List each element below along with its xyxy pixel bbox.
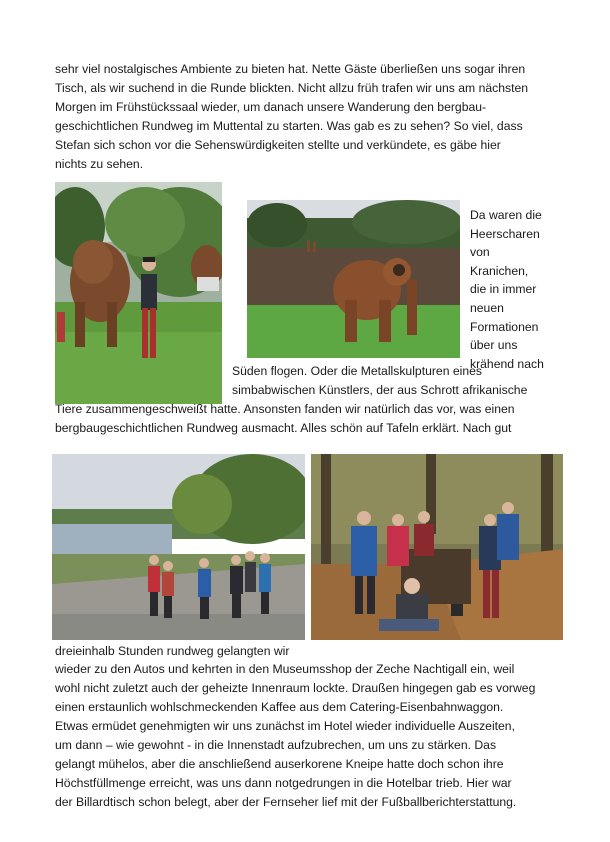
text-line: die in immer	[470, 282, 537, 297]
text-line: Heerscharen	[470, 226, 540, 241]
text-line: Formationen	[470, 319, 539, 334]
text-line: einen erstaunlich wohlschmeckenden Kaffee aus dem Catering-Eisenbahnwaggon.	[55, 700, 504, 714]
text-line: Stefan sich schon vor die Sehenswürdigkeiten stellte und verkündete, es gäbe hier	[55, 138, 501, 152]
photo-gorilla-sculpture	[247, 200, 460, 358]
paragraph-intro	[55, 60, 555, 174]
text-line: Süden flogen. Oder die Metallskulpturen eines	[232, 364, 482, 378]
paragraph-end-first-line	[55, 642, 555, 661]
text-line: Höchstfüllmenge erreicht, was uns dann notgedrungen in die Hotelbar trieb. Hier war	[55, 776, 512, 790]
text-line: um dann – wie gewohnt - in die Innenstadt aufzubrechen, um uns zu stärken. Das	[55, 738, 497, 752]
text-line: Kranichen,	[470, 263, 529, 278]
text-line: bergbaugeschichtlichen Rundweg ausmacht. Alles schön auf Tafeln erklärt. Nach gut	[55, 421, 512, 435]
text-line: Etwas ermüdet genehmigten wir uns zunächst im Hotel wieder individuelle Auszeiten,	[55, 719, 515, 733]
text-line: sehr viel nostalgisches Ambiente zu bieten hat. Nette Gäste überließen uns sogar ihren	[55, 62, 526, 76]
text-line: wohl nicht zuletzt auch der geheizte Innenraum lockte. Draußen hingegen gab es vorweg	[55, 681, 536, 695]
text-line: wieder zu den Autos und kehrten in den Museumsshop der Zeche Nachtigall ein, weil	[55, 662, 515, 676]
text-line: Da waren die	[470, 208, 542, 222]
text-line: gelangt mühelos, aber die anschließend auserkorene Kneipe hatte doch schon ihre	[55, 757, 504, 771]
photo-group-mine-cart	[311, 454, 563, 640]
text-line: simbabwischen Künstlers, der aus Schrott afrikanische	[232, 383, 528, 397]
paragraph-end	[55, 660, 555, 812]
text-line: krähend nach	[470, 356, 544, 371]
text-line: der Billardtisch schon belegt, aber der Fernseher lief mit der Fußballberichterstattung.	[55, 795, 517, 809]
photo-group-river	[52, 454, 305, 640]
text-line: nichts zu sehen.	[55, 157, 144, 171]
continuation-text	[232, 362, 552, 400]
text-line: neuen	[470, 300, 504, 315]
text-line: von	[470, 245, 490, 260]
side-text-block	[470, 206, 560, 373]
text-line: Tiere zusammengeschweißt hatte. Ansonsten fanden wir natürlich das vor, was einen	[55, 402, 515, 416]
text-line: über uns	[470, 338, 518, 353]
text-line: geschichtlichen Rundweg im Muttental zu starten. Was gab es zu sehen? So viel, dass	[55, 119, 523, 133]
photo-elephant-sculpture	[55, 182, 222, 404]
text-line: dreieinhalb Stunden rundweg gelangten wir	[55, 644, 290, 658]
paragraph-middle	[55, 400, 555, 438]
text-line: Tisch, als wir suchend in die Runde blickten. Nicht allzu früh trafen wir uns am nächsten	[55, 81, 529, 95]
text-line: Morgen im Frühstückssaal wieder, um danach unsere Wanderung den bergbau-	[55, 100, 487, 114]
